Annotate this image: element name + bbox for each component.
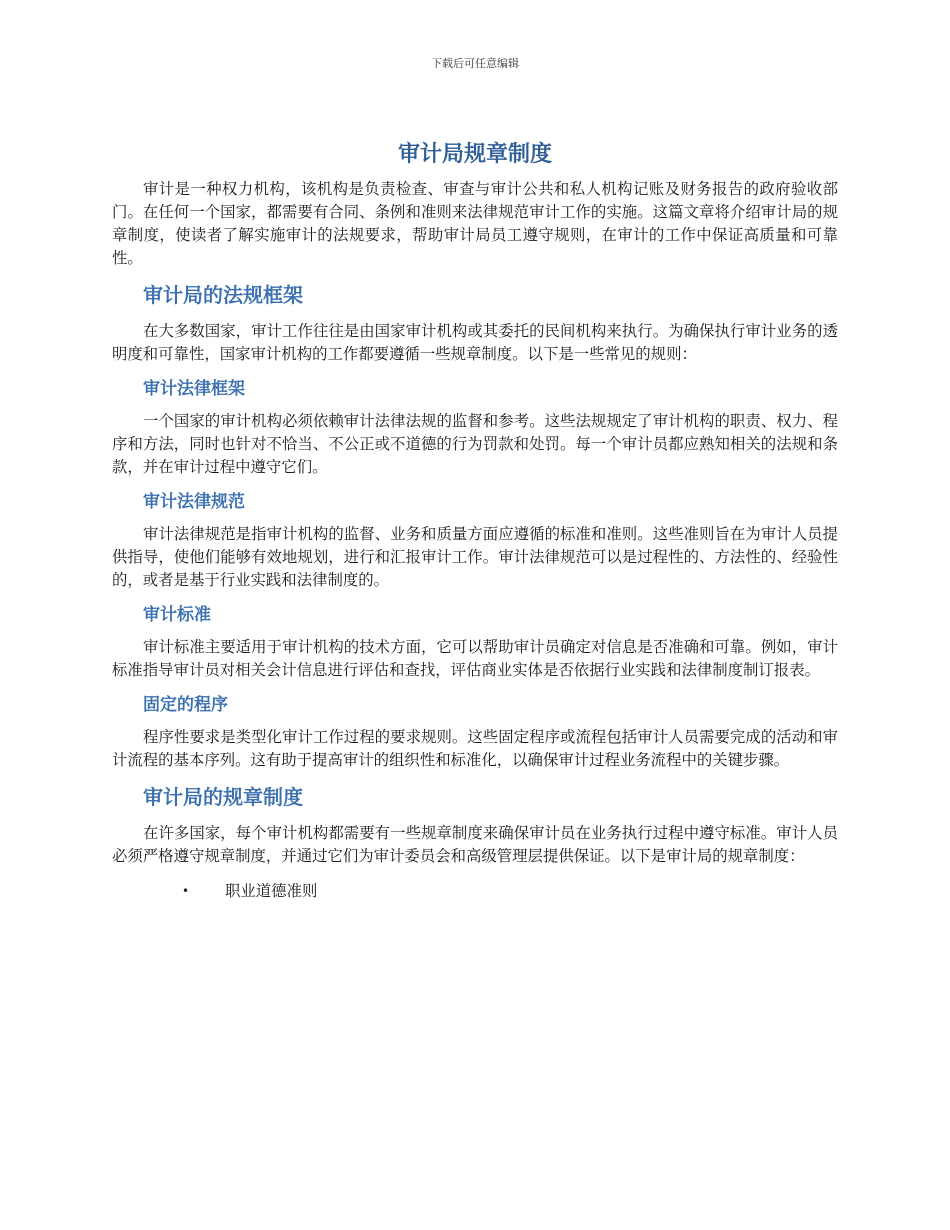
- section-heading-regulations: 审计局的规章制度: [143, 785, 303, 809]
- subheading-legal-norms: 审计法律规范: [143, 492, 245, 512]
- paragraph-audit-standards: 审计标准主要适用于审计机构的技术方面，它可以帮助审计员确定对信息是否准确和可靠。例如，审计标准指导审计员对相关会计信息进行评估和查找，评估商业实体是否依据行业实践和法律制度制订报表。: [112, 638, 838, 679]
- regulations-list: [112, 880, 838, 903]
- intro-paragraph: 审计是一种权力机构，该机构是负责检查、审查与审计公共和私人机构记账及财务报告的政府验收部门。在任何一个国家，都需要有合同、条例和准则来法律规范审计工作的实施。这篇文章将介绍审计局的规章制度，使读者了解实施审计的法规要求，帮助审计局员工遵守规则，在审计的工作中保证高质量和可靠性。: [112, 180, 838, 267]
- bullet-icon: •: [182, 884, 190, 898]
- document-title: 审计局规章制度: [397, 142, 552, 167]
- section-paragraph-regulations: 在许多国家，每个审计机构都需要有一些规章制度来确保审计员在业务执行过程中遵守标准。审计人员必须严格遵守规章制度，并通过它们为审计委员会和高级管理层提供保证。以下是审计局的规章制度：: [112, 824, 838, 865]
- subheading-legal-framework: 审计法律框架: [143, 379, 245, 399]
- document-body: [112, 140, 838, 903]
- section-heading-framework: 审计局的法规框架: [143, 283, 303, 307]
- subheading-fixed-procedures: 固定的程序: [143, 695, 228, 715]
- subheading-audit-standards: 审计标准: [143, 605, 211, 625]
- paragraph-legal-framework: 一个国家的审计机构必须依赖审计法律法规的监督和参考。这些法规规定了审计机构的职责、权力、程序和方法，同时也针对不恰当、不公正或不道德的行为罚款和处罚。每一个审计员都应熟知相关的法规和条款，并在审计过程中遵守它们。: [112, 412, 838, 476]
- paragraph-fixed-procedures: 程序性要求是类型化审计工作过程的要求规则。这些固定程序或流程包括审计人员需要完成的活动和审计流程的基本序列。这有助于提高审计的组织性和标准化，以确保审计过程业务流程中的关键步骤。: [112, 728, 838, 769]
- paragraph-legal-norms: 审计法律规范是指审计机构的监督、业务和质量方面应遵循的标准和准则。这些准则旨在为审计人员提供指导，使他们能够有效地规划，进行和汇报审计工作。审计法律规范可以是过程性的、方法性的、经验性的，或者是基于行业实践和法律制度的。: [112, 525, 838, 589]
- list-item-text: 职业道德准则: [225, 882, 318, 900]
- list-item: [112, 880, 838, 903]
- header-note: 下载后可任意编辑: [431, 57, 519, 70]
- section-paragraph-framework: 在大多数国家，审计工作往往是由国家审计机构或其委托的民间机构来执行。为确保执行审计业务的透明度和可靠性，国家审计机构的工作都要遵循一些规章制度。以下是一些常见的规则：: [112, 322, 838, 363]
